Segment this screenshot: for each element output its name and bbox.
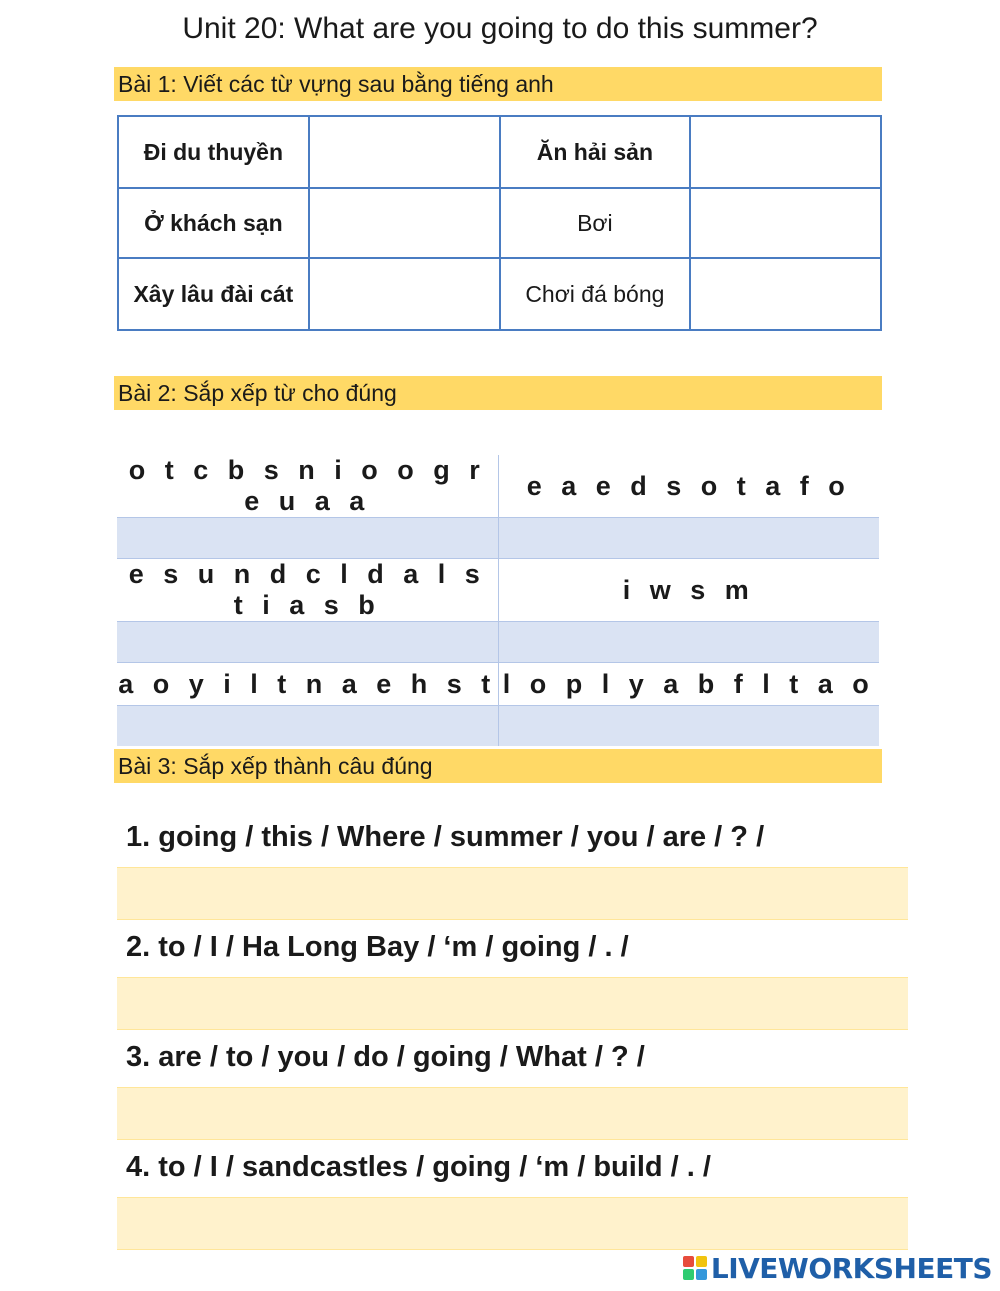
vocab-prompt: Ở khách sạn xyxy=(118,188,309,258)
sentence-list xyxy=(117,810,908,1250)
sentence-prompt: 3. are / to / you / do / going / What / ? / xyxy=(117,1030,908,1088)
sentence-answer-box[interactable] xyxy=(117,978,908,1030)
sentence-answer-box[interactable] xyxy=(117,868,908,920)
vocab-answer-box[interactable] xyxy=(309,258,500,330)
sentence-prompt: 1. going / this / Where / summer / you / are / ? / xyxy=(117,810,908,868)
logo-block xyxy=(696,1256,707,1267)
answer-row xyxy=(117,622,879,663)
page-title: Unit 20: What are you going to do this summer? xyxy=(182,12,818,45)
scramble-row xyxy=(117,663,879,706)
scrambled-word: i w s m xyxy=(498,559,879,622)
logo-block xyxy=(696,1269,707,1280)
scramble-row xyxy=(117,559,879,622)
logo-block xyxy=(683,1256,694,1267)
sentence-prompt: 2. to / I / Ha Long Bay / ‘m / going / . / xyxy=(117,920,908,978)
table-row xyxy=(118,188,881,258)
vocab-answer-box[interactable] xyxy=(690,116,881,188)
vocab-prompt: Bơi xyxy=(500,188,691,258)
scramble-answer-box[interactable] xyxy=(498,518,879,559)
scramble-answer-box[interactable] xyxy=(117,706,498,747)
vocab-prompt: Ăn hải sản xyxy=(500,116,691,188)
exercise-1-heading: Bài 1: Viết các từ vựng sau bằng tiếng anh xyxy=(114,67,882,101)
vocab-prompt: Xây lâu đài cát xyxy=(118,258,309,330)
sentence-prompt: 4. to / I / sandcastles / going / ‘m / build / . / xyxy=(117,1140,908,1198)
table-row xyxy=(118,116,881,188)
vocab-answer-box[interactable] xyxy=(309,188,500,258)
scrambled-word: l o p l y a b f l t a o xyxy=(498,663,879,706)
scrambled-word: e a e d s o t a f o xyxy=(526,470,851,501)
liveworksheets-logo xyxy=(683,1251,992,1285)
vocab-answer-box[interactable] xyxy=(309,116,500,188)
logo-text: LIVEWORKSHEETS xyxy=(710,1251,992,1285)
exercise-3-heading: Bài 3: Sắp xếp thành câu đúng xyxy=(114,749,882,783)
logo-blocks-icon xyxy=(683,1256,707,1280)
scramble-answer-box[interactable] xyxy=(117,622,498,663)
sentence-answer-box[interactable] xyxy=(117,1198,908,1250)
scramble-answer-box[interactable] xyxy=(498,706,879,747)
scramble-grid xyxy=(117,455,879,746)
logo-block xyxy=(683,1269,694,1280)
table-row xyxy=(118,258,881,330)
vocabulary-table xyxy=(117,115,882,331)
scrambled-word: e s u n d c l d a l s t i a s b xyxy=(117,559,498,622)
vocab-answer-box[interactable] xyxy=(690,188,881,258)
answer-row xyxy=(117,518,879,559)
scramble-answer-box[interactable] xyxy=(498,622,879,663)
vocab-answer-box[interactable] xyxy=(690,258,881,330)
scramble-answer-box[interactable] xyxy=(117,518,498,559)
exercise-2-heading: Bài 2: Sắp xếp từ cho đúng xyxy=(114,376,882,410)
scrambled-word: o t c b s n i o o g r e u a a xyxy=(117,455,498,518)
vocab-prompt: Chơi đá bóng xyxy=(500,258,691,330)
vocab-prompt: Đi du thuyền xyxy=(118,116,309,188)
sentence-answer-box[interactable] xyxy=(117,1088,908,1140)
scrambled-word: a o y i l t n a e h s t xyxy=(117,663,498,706)
answer-row xyxy=(117,706,879,747)
scramble-row xyxy=(117,455,879,518)
